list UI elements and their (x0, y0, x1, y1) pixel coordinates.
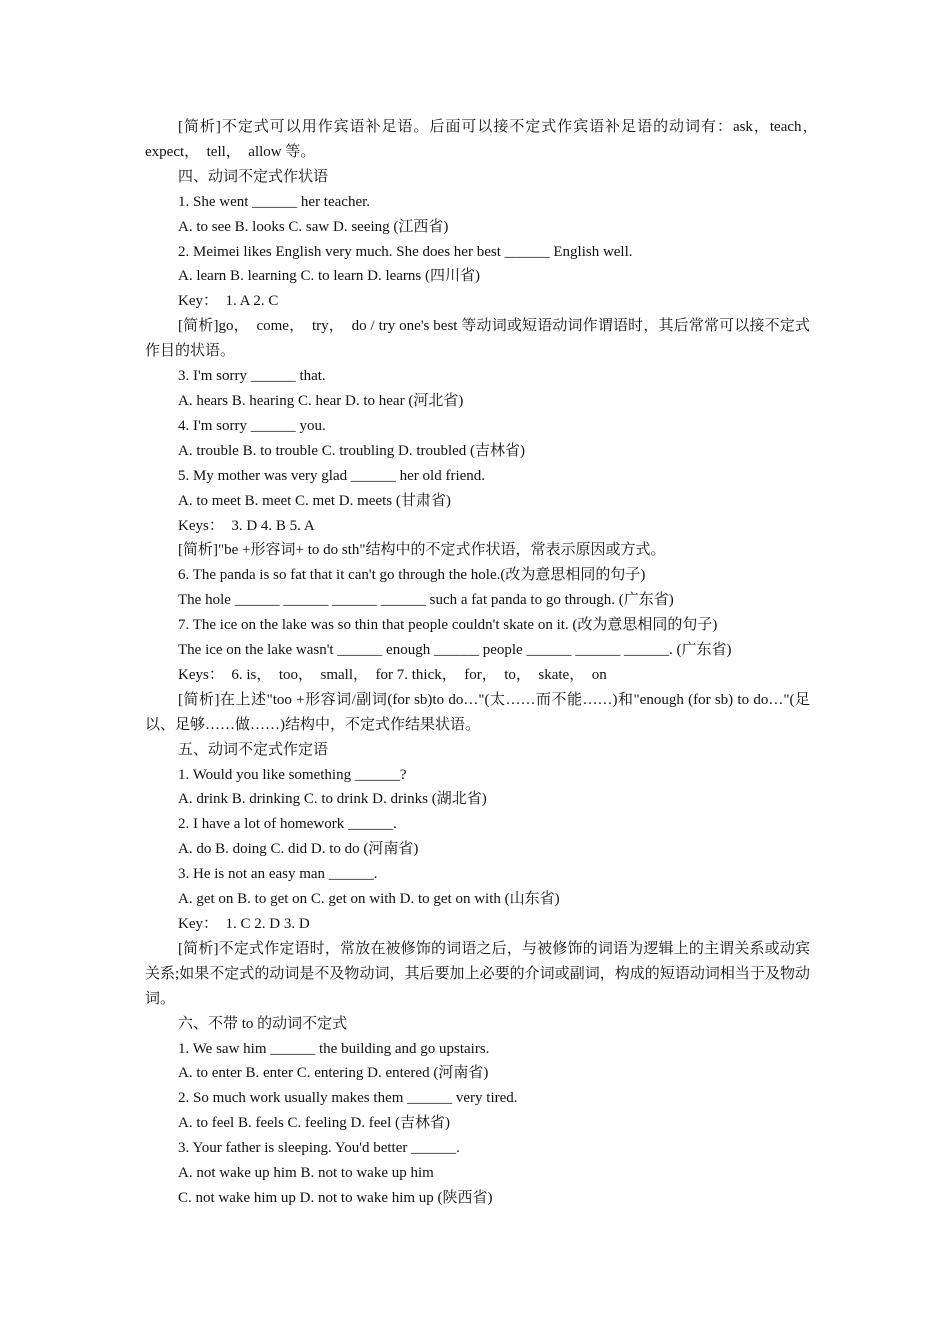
question-line: 1. We saw him ______ the building and go upstairs. (178, 1040, 490, 1057)
question-line: 1. She went ______ her teacher. (178, 193, 371, 210)
answer-key: Key： 1. C 2. D 3. D (178, 916, 310, 932)
options-line: A. to meet B. meet C. met D. meets (甘肃省) (178, 492, 451, 509)
options-line: A. learn B. learning C. to learn D. learns (四川省) (178, 268, 480, 285)
options-line: A. to feel B. feels C. feeling D. feel (吉林省) (178, 1115, 450, 1132)
question-line: 7. The ice on the lake was so thin that people couldn't skate on it. (改为意思相同的句子) (178, 617, 718, 634)
question-line: 5. My mother was very glad ______ her old friend. (178, 467, 486, 484)
question-line: 2. So much work usually makes them ______ very tired. (178, 1090, 518, 1107)
question-line: 2. I have a lot of homework ______. (178, 816, 397, 833)
options-line: A. do B. doing C. did D. to do (河南省) (178, 841, 419, 858)
analysis-paragraph: [简析]不定式作定语时，常放在被修饰的词语之后，与被修饰的词语为逻辑上的主谓关系或动宾关系;如果不定式的动词是不及物动词，其后要加上必要的介词或副词，构成的短语动词相当于及物动词。 (145, 940, 810, 1007)
options-line: A. not wake up him B. not to wake up him (178, 1165, 434, 1182)
options-line: A. drink B. drinking C. to drink D. drinks (湖北省) (178, 791, 487, 808)
answer-key: Key： 1. A 2. C (178, 293, 279, 310)
question-line: 1. Would you like something ______? (178, 766, 407, 783)
question-line: 3. Your father is sleeping. You'd better ______. (178, 1140, 460, 1157)
section-heading: 五、动词不定式作定语 (178, 741, 329, 758)
section-heading: 四、动词不定式作状语 (178, 168, 329, 185)
options-line: A. trouble B. to trouble C. troubling D. troubled (吉林省) (178, 442, 526, 459)
answer-key: Keys： 3. D 4. B 5. A (178, 517, 315, 534)
options-line: A. get on B. to get on C. get on with D. to get on with (山东省) (178, 891, 560, 908)
analysis-paragraph: [简析]在上述"too +形容词/副词(for sb)to do…"(太……而不能……)和"enough (for sb) to do…"(足以、足够……做……)结构中，不定式作结果状语。 (145, 691, 810, 733)
options-line: A. hears B. hearing C. hear D. to hear (河北省) (178, 392, 464, 409)
question-line: 6. The panda is so fat that it can't go through the hole.(改为意思相同的句子) (178, 567, 646, 584)
question-line: 4. I'm sorry ______ you. (178, 417, 326, 434)
document-page (145, 115, 826, 1211)
options-line: A. to see B. looks C. saw D. seeing (江西省) (178, 218, 449, 235)
section-heading: 六、不带 to 的动词不定式 (178, 1015, 348, 1032)
analysis-paragraph: [简析]不定式可以用作宾语补足语。后面可以接不定式作宾语补足语的动词有：ask，teach， expect， tell， allow 等。 (145, 119, 826, 160)
analysis-paragraph: [简析]go， come， try， do / try one's best 等动词或短语动词作谓语时，其后常常可以接不定式作目的状语。 (145, 318, 810, 360)
fill-in-line: The ice on the lake wasn't ______ enough ______ people ______ ______ ______. (广东省) (178, 642, 732, 659)
options-line: C. not wake him up D. not to wake him up (陕西省) (178, 1189, 493, 1206)
options-line: A. to enter B. enter C. entering D. entered (河南省) (178, 1065, 489, 1082)
analysis-paragraph: [简析]"be +形容词+ to do sth"结构中的不定式作状语，常表示原因或方式。 (178, 542, 666, 559)
question-line: 3. He is not an easy man ______. (178, 866, 378, 883)
question-line: 3. I'm sorry ______ that. (178, 368, 326, 385)
question-line: 2. Meimei likes English very much. She does her best ______ English well. (178, 243, 633, 260)
answer-key: Keys： 6. is， too， small， for 7. thick， for， to， skate， on (178, 666, 607, 683)
fill-in-line: The hole ______ ______ ______ ______ such a fat panda to go through. (广东省) (178, 592, 674, 609)
